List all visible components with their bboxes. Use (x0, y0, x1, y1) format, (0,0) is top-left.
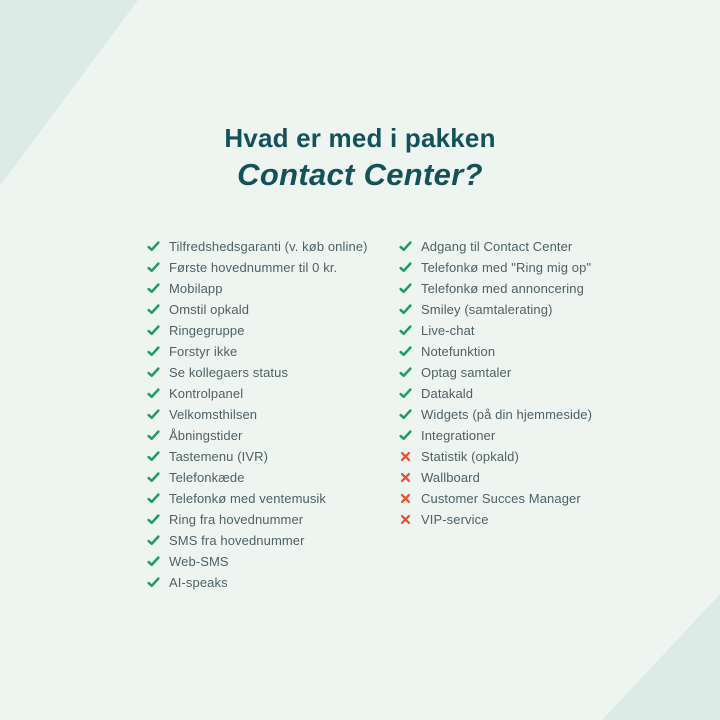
check-icon (399, 324, 412, 337)
feature-item-label: Integrationer (421, 428, 496, 443)
feature-item-label: Smiley (samtalerating) (421, 302, 553, 317)
check-icon (147, 303, 160, 316)
feature-item (399, 404, 592, 425)
cross-icon (399, 492, 412, 505)
feature-item-label: Adgang til Contact Center (421, 239, 573, 254)
feature-item-label: AI-speaks (169, 575, 228, 590)
check-icon (399, 282, 412, 295)
feature-item-label: Tilfredshedsgaranti (v. køb online) (169, 239, 368, 254)
feature-column-left (147, 236, 368, 593)
check-icon (399, 240, 412, 253)
feature-item-label: Statistik (opkald) (421, 449, 519, 464)
check-icon (399, 429, 412, 442)
feature-item-label: Se kollegaers status (169, 365, 289, 380)
feature-item-label: Optag samtaler (421, 365, 512, 380)
check-icon (399, 345, 412, 358)
check-icon (147, 555, 160, 568)
check-icon (399, 408, 412, 421)
feature-item (399, 425, 592, 446)
feature-item (147, 551, 368, 572)
feature-item-label: Første hovednummer til 0 kr. (169, 260, 338, 275)
cross-icon (399, 471, 412, 484)
feature-item-label: Omstil opkald (169, 302, 250, 317)
feature-item-label: Åbningstider (169, 428, 243, 443)
feature-item-label: Forstyr ikke (169, 344, 238, 359)
corner-shape-bottom-right (602, 594, 720, 720)
feature-item (147, 404, 368, 425)
feature-item-label: Telefonkø med ventemusik (169, 491, 327, 506)
feature-item-label: Telefonkø med "Ring mig op" (421, 260, 592, 275)
check-icon (147, 324, 160, 337)
cross-icon (399, 450, 412, 463)
feature-item-label: Notefunktion (421, 344, 496, 359)
cross-icon (399, 513, 412, 526)
feature-item-label: Ring fra hovednummer (169, 512, 304, 527)
check-icon (147, 450, 160, 463)
feature-item (399, 278, 592, 299)
feature-item (399, 320, 592, 341)
feature-item-label: Web-SMS (169, 554, 229, 569)
feature-column-right (399, 236, 592, 530)
check-icon (147, 534, 160, 547)
feature-item (399, 236, 592, 257)
check-icon (147, 513, 160, 526)
check-icon (147, 387, 160, 400)
feature-item-label: Ringegruppe (169, 323, 245, 338)
check-icon (399, 366, 412, 379)
feature-item-label: Customer Succes Manager (421, 491, 581, 506)
feature-item-label: Telefonkø med annoncering (421, 281, 584, 296)
feature-item-label: Velkomsthilsen (169, 407, 258, 422)
title-line-2: Contact Center? (237, 157, 483, 193)
check-icon (147, 471, 160, 484)
check-icon (147, 282, 160, 295)
feature-item (399, 257, 592, 278)
check-icon (147, 408, 160, 421)
check-icon (147, 366, 160, 379)
feature-item (147, 446, 368, 467)
check-icon (399, 261, 412, 274)
feature-item (147, 341, 368, 362)
page-title (0, 123, 720, 193)
feature-item (399, 467, 592, 488)
feature-item (147, 299, 368, 320)
feature-item-label: Kontrolpanel (169, 386, 244, 401)
feature-item (147, 320, 368, 341)
feature-item (147, 425, 368, 446)
feature-item-label: SMS fra hovednummer (169, 533, 305, 548)
check-icon (147, 345, 160, 358)
feature-item-label: Telefonkæde (169, 470, 245, 485)
feature-item-label: Tastemenu (IVR) (169, 449, 269, 464)
check-icon (147, 261, 160, 274)
feature-item-label: Datakald (421, 386, 474, 401)
feature-item-label: VIP-service (421, 512, 489, 527)
feature-item (147, 383, 368, 404)
feature-item-label: Widgets (på din hjemmeside) (421, 407, 593, 422)
feature-item (147, 362, 368, 383)
check-icon (147, 429, 160, 442)
feature-item (399, 509, 592, 530)
feature-item (399, 383, 592, 404)
check-icon (399, 303, 412, 316)
check-icon (147, 576, 160, 589)
feature-item (399, 362, 592, 383)
feature-item (147, 278, 368, 299)
feature-item (399, 488, 592, 509)
check-icon (147, 492, 160, 505)
feature-item-label: Wallboard (421, 470, 480, 485)
feature-item (147, 257, 368, 278)
feature-item-label: Mobilapp (169, 281, 223, 296)
check-icon (147, 240, 160, 253)
title-line-1: Hvad er med i pakken (224, 123, 496, 153)
feature-item (399, 341, 592, 362)
feature-item (147, 236, 368, 257)
feature-item (147, 467, 368, 488)
feature-item (147, 572, 368, 593)
feature-item-label: Live-chat (421, 323, 475, 338)
check-icon (399, 387, 412, 400)
feature-item (147, 530, 368, 551)
feature-item (399, 446, 592, 467)
feature-item (399, 299, 592, 320)
feature-item (147, 488, 368, 509)
feature-item (147, 509, 368, 530)
